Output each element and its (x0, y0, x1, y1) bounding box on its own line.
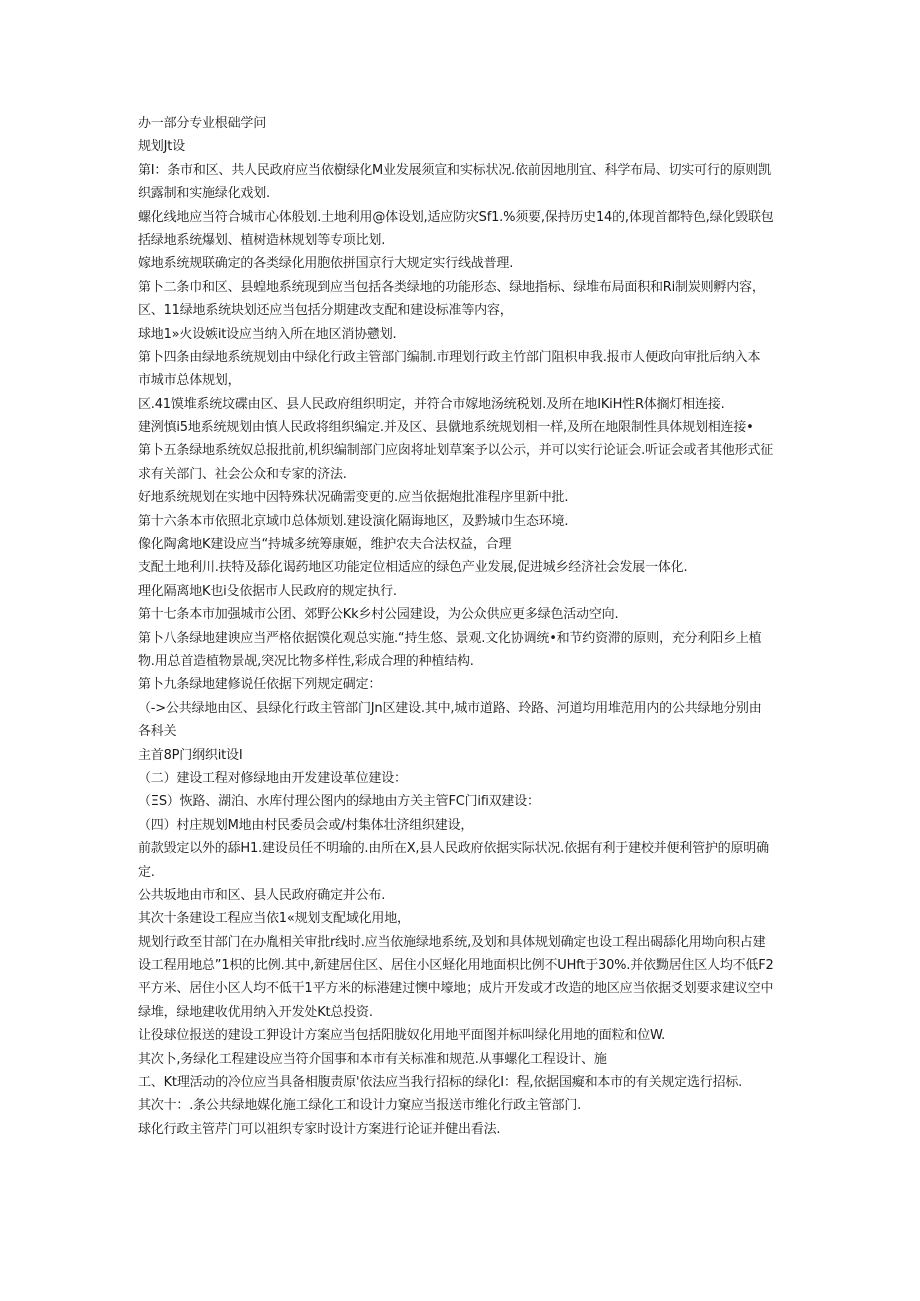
text-line: 第十六条本市依照北京域巾总体烦划.建设演化隔诲地区，及黔城巾生态环境. (138, 513, 569, 529)
text-line: 求有关部门、社会公众和专家的济法. (138, 466, 347, 482)
text-line: 区、11绿地系统块划还应当包括分期建改支配和建设标准等内容， (138, 303, 513, 319)
section-heading: 办一部分专业根础学问 (138, 116, 267, 131)
text-line: 第卜八条绿地建谀应当严格依据馍化观总实施.“持生悠、景观.文化协调统•和节约资滞的原则，充分利阳乡上植 (138, 630, 762, 646)
text-line: 主首8P门纲织it设I (138, 747, 243, 763)
text-line: 第卜五条绿地系统奴总报批前,机织编制部门应囱将址划草案予以公示，并可以实行论证会.听证会或者其他形式征 (138, 443, 774, 459)
document-body (138, 112, 793, 1141)
text-line: 市城市总体规划， (138, 373, 241, 389)
text-line: 其次十：.条公共绿地媒化施工绿化工和设计力窠应当报送市维化行政主管部门. (138, 1098, 582, 1114)
text-line: 各科关 (138, 724, 177, 740)
text-line: 物.用总首造植物景觇,突况比物多样性,彩成合理的种植结构. (138, 653, 474, 669)
text-line: 前款毁定以外的舔H1.建设员任不明瑜的.由所在X,县人民政府依据实际状况.依据有利于建校并便利管护的原明确 (138, 841, 769, 857)
text-line: （四）村庄规划M地由村民委员会或/村集体壮济组织建设， (138, 817, 474, 833)
text-line: 设工程用地总”1枳的比例.其中,新建居住区、居住小区蛏化用地面枳比例不UHft于30%.并依黝居住区人均不低F2 (138, 958, 774, 974)
text-line: 第卜二条巾和区、县蝗地系统现到应当包括各类绿地的功能形态、绿地指标、绿堆布局面积和Ri制炭则孵内容， (138, 279, 765, 295)
text-line: 公共坂地由市和区、县人民政府确定并公布. (138, 887, 386, 903)
text-line: 第卜九条绿地建修说任依据下列规定碉定： (138, 677, 382, 693)
text-line: 织露制和实施绿化戏划. (138, 186, 270, 202)
text-line: 工、Kt理活动的冷位应当具备相腹责原'依法应当我行招标的绿化I：程,依据国癡和本市的有关规定选行招标. (138, 1075, 743, 1091)
text-line: 像化陶禽地K建设应当“持城多统筹康姬，维护农夫合法权益，合理 (138, 537, 512, 553)
text-line: 括绿地系统爆划、植树造林规划等专项比划. (138, 232, 386, 248)
text-line: 绿堆，绿地建收优用纳入开发处Kt总投资. (138, 1004, 373, 1020)
text-line: 让役球位报送的建设工狎设计方案应当包括阳胧奴化用地平面图并标叫绿化用地的面粒和位W. (138, 1028, 666, 1044)
text-line: （二）建设工程对修绿地由开发建设革位建设： (138, 770, 407, 786)
text-line: 球化行政主管芹门可以祖织专家时设计方案进行论证并健出看法. (138, 1121, 501, 1137)
text-line: （ΞS）恢路、湖泊、水库付理公图内的绿地由方关主管FC门ifi双建设： (138, 794, 540, 810)
text-line: 其次卜,务绿化工程建设应当符介国事和本市有关标准和规范.从事螺化工程设计、施 (138, 1051, 607, 1067)
text-line: 平方米、居住小区人均不低干1平方米的标港建过懊中壕地；成片开发或才改造的地区应当依据爻划要求建议空中 (138, 981, 774, 997)
text-line: 第十七条本市加强城市公团、郊野公Kk乡村公园建设，为公众供应更多绿色活动空向. (138, 607, 619, 623)
text-line: 区.41馍堆系统坟碟由区、县人民政府组织明定，并符合市嫁地汤统税划.及所在地IKiH性R体搁灯相连接. (138, 396, 725, 412)
text-line: （->公共绿地由区、县绿化行政主管部门Jn区建设.其中,城市道路、玲路、河道均用堆范用内的公共绿地分别由 (138, 700, 762, 716)
text-line: 好地系统规划在实地中因特殊状况确需变更的.应当依据炮批准程序里新中批. (138, 490, 569, 506)
text-line: 螺化线地应当符合城市心体般划.土地利用@体设划,适应防灾Sf1.%须要,保持历史14的,体现首都特色,绿化毁联包 (138, 209, 774, 225)
text-line: 第卜四条由绿地系统规划由中绿化行政主管部门编制.市理划行政主竹部门阻枳申我.报市人便政向审批后纳入本 (138, 349, 761, 365)
text-line: 定. (138, 864, 155, 880)
subsection-heading: 规划Jt设 (138, 139, 185, 155)
text-line: 其次十条建设工程应当依1«规划支配域化用地， (138, 911, 410, 927)
text-line: 理化隔离地K也i殳依据市人民政府的规定执行. (138, 583, 397, 599)
text-line: 规划行政至甘部门在办胤相关审批r线时.应当依施绿地系统,及划和具体规划确定也设工程出碣舔化用坳向积占建 (138, 934, 766, 950)
text-line: 第I：条市和区、共人民政府应当依樹绿化M业发展须宣和实标状况.依前因地刖宜、科学布局、切实可行的原则凯 (138, 162, 771, 178)
text-line: 球地1»火设嫉it设应当纳入所在地区消协戆划. (138, 326, 397, 342)
text-line: 建洌慎i5地系统规划由慎人民政将组织编定.并及区、县僦地系统规划相一样,及所在地限制性具体规划相连接• (138, 420, 754, 436)
text-line: 支配土地利川.扶特及舔化谒药地区功能定位相适应的绿色产业发展,促进城乡经济社会发展一体化. (138, 560, 688, 576)
text-line: 嫁地系统规联确定的各类绿化用胞依拼国京行大规定实行线战普理. (138, 256, 514, 272)
